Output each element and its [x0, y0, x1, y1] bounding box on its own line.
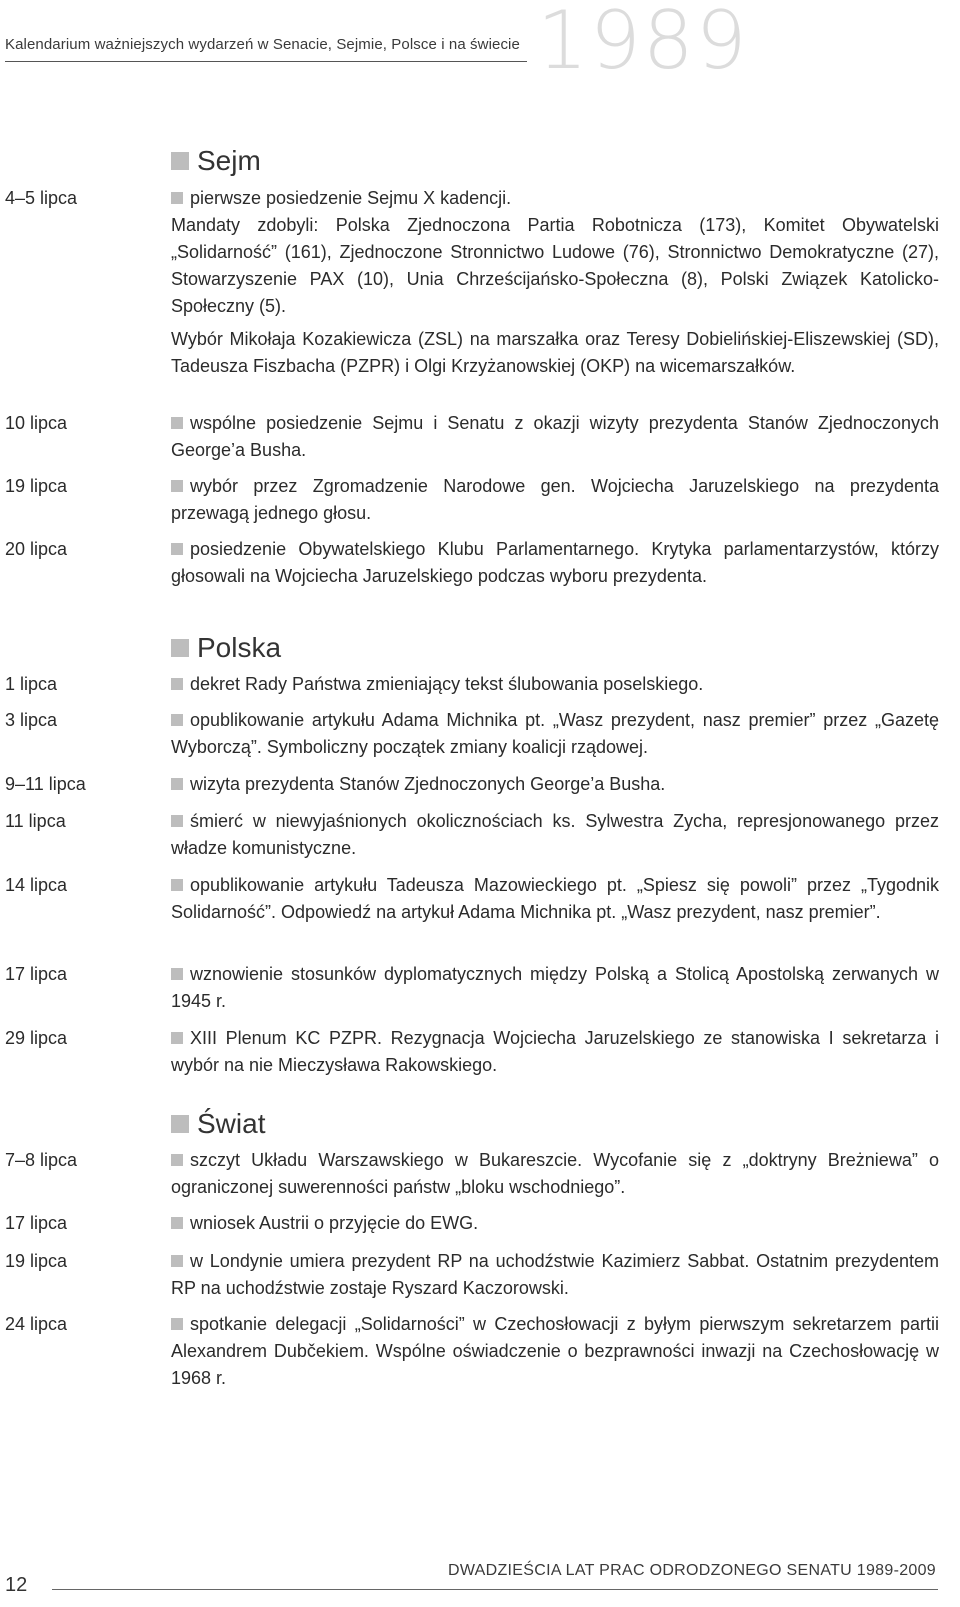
entry-text: spotkanie delegacji „Solidarności” w Czechosłowacji z byłym pierwszym sekretarzem partii Alexandrem Dubčekiem. Wspólne oświadczenie o bezprawności inwazji na Czechosłowację w 1968 r.: [171, 1314, 939, 1388]
section-heading-sejm: [171, 145, 261, 177]
square-bullet-icon: [171, 879, 183, 891]
entry-date: 7–8 lipca: [5, 1150, 78, 1170]
section-title: Sejm: [197, 145, 261, 176]
square-bullet-icon: [171, 678, 183, 690]
entry-date: 11 lipca: [5, 811, 66, 831]
square-bullet-icon: [171, 1115, 189, 1133]
square-bullet-icon: [171, 192, 183, 204]
running-header-title: Kalendarium ważniejszych wydarzeń w Senacie, Sejmie, Polsce i na świecie: [5, 36, 520, 53]
square-bullet-icon: [171, 968, 183, 980]
section-heading-swiat: [171, 1108, 265, 1140]
square-bullet-icon: [171, 1318, 183, 1330]
entry-date: 20 lipca: [5, 539, 68, 559]
header-rule: [5, 61, 527, 62]
entry-date: 19 lipca: [5, 1251, 68, 1271]
entry-text: posiedzenie Obywatelskiego Klubu Parlamentarnego. Krytyka parlamentarzystów, którzy głosowali na Wojciecha Jaruzelskiego podczas wyboru prezydenta.: [171, 539, 939, 586]
square-bullet-icon: [171, 417, 183, 429]
entry-date: 19 lipca: [5, 476, 68, 496]
square-bullet-icon: [171, 1032, 183, 1044]
entry-text: XIII Plenum KC PZPR. Rezygnacja Wojciecha Jaruzelskiego ze stanowiska I sekretarza i wybór na nie Mieczysława Rakowskiego.: [171, 1028, 939, 1075]
square-bullet-icon: [171, 152, 189, 170]
footer-rule: [52, 1589, 938, 1590]
entry-date: 17 lipca: [5, 964, 68, 984]
entry-paragraph: Wybór Mikołaja Kozakiewicza (ZSL) na marszałka oraz Teresy Dobielińskiej-Eliszewskiej (SD), Tadeusza Fiszbacha (PZPR) i Olgi Krzyżanowskiej (OKP) na wicemarszałków.: [171, 329, 939, 376]
entry-text: wniosek Austrii o przyjęcie do EWG.: [171, 1210, 939, 1237]
entry-text: w Londynie umiera prezydent RP na uchodźstwie Kazimierz Sabbat. Ostatnim prezydentem RP na uchodźstwie zostaje Ryszard Kaczorowski.: [171, 1251, 939, 1298]
entry-date: 14 lipca: [5, 875, 68, 895]
square-bullet-icon: [171, 1154, 183, 1166]
page-number: 12: [5, 1574, 28, 1596]
entry-text: opublikowanie artykułu Tadeusza Mazowieckiego pt. „Spiesz się powoli” przez „Tygodnik Solidarność”. Odpowiedź na artykuł Adama Michnika pt. „Wasz prezydent, nasz premier”.: [171, 875, 939, 922]
entry-date: 17 lipca: [5, 1213, 68, 1233]
square-bullet-icon: [171, 639, 189, 657]
entry-text: wspólne posiedzenie Sejmu i Senatu z okazji wizyty prezydenta Stanów Zjednoczonych George’a Busha.: [171, 413, 939, 460]
square-bullet-icon: [171, 778, 183, 790]
section-title: Świat: [197, 1108, 266, 1139]
entry-date: 10 lipca: [5, 413, 68, 433]
section-heading-polska: [171, 632, 281, 664]
entry-date: 24 lipca: [5, 1314, 68, 1334]
entry-paragraph: pierwsze posiedzenie Sejmu X kadencji.: [190, 188, 512, 208]
entry-text: wizyta prezydenta Stanów Zjednoczonych George’a Busha.: [171, 771, 939, 798]
square-bullet-icon: [171, 1255, 183, 1267]
entry-text: wybór przez Zgromadzenie Narodowe gen. Wojciecha Jaruzelskiego na prezydenta przewagą jednego głosu.: [171, 476, 939, 523]
entry-date: 1 lipca: [5, 674, 58, 694]
square-bullet-icon: [171, 543, 183, 555]
square-bullet-icon: [171, 1217, 183, 1229]
header-year: 1989: [537, 0, 749, 87]
square-bullet-icon: [171, 815, 183, 827]
section-title: Polska: [197, 632, 282, 663]
entry-text: wznowienie stosunków dyplomatycznych między Polską a Stolicą Apostolską zerwanych w 1945 r.: [171, 964, 939, 1011]
entry-text: śmierć w niewyjaśnionych okolicznościach ks. Sylwestra Zycha, represjonowanego przez władze komunistyczne.: [171, 811, 939, 858]
entry-text: [171, 185, 939, 380]
entry-text: szczyt Układu Warszawskiego w Bukareszcie. Wycofanie się z „doktryny Breżniewa” o ograniczonej suwerenności państw „bloku wschodniego”.: [171, 1150, 939, 1197]
entry-text: opublikowanie artykułu Adama Michnika pt. „Wasz prezydent, nasz premier” przez „Gazetę Wyborczą”. Symboliczny początek zmiany koalicji rządowej.: [171, 710, 939, 757]
square-bullet-icon: [171, 480, 183, 492]
entry-text: dekret Rady Państwa zmieniający tekst ślubowania poselskiego.: [171, 671, 939, 698]
entry-paragraph: Mandaty zdobyli: Polska Zjednoczona Partia Robotnicza (173), Komitet Obywatelski „Solidarność” (161), Zjednoczone Stronnictwo Ludowe (76), Stronnictwo Demokratyczne (27), Stowarzyszenie PAX (10), Unia Chrześcijańsko-Społeczna (8), Polski Związek Katolicko-Społeczny (5).: [171, 215, 939, 316]
entry-date: 4–5 lipca: [5, 188, 78, 208]
entry-date: 29 lipca: [5, 1028, 68, 1048]
running-footer-title: DWADZIEŚCIA LAT PRAC ODRODZONEGO SENATU 1989-2009: [447, 1562, 936, 1579]
entry-date: 3 lipca: [5, 710, 58, 730]
entry-date: 9–11 lipca: [5, 774, 86, 794]
square-bullet-icon: [171, 714, 183, 726]
